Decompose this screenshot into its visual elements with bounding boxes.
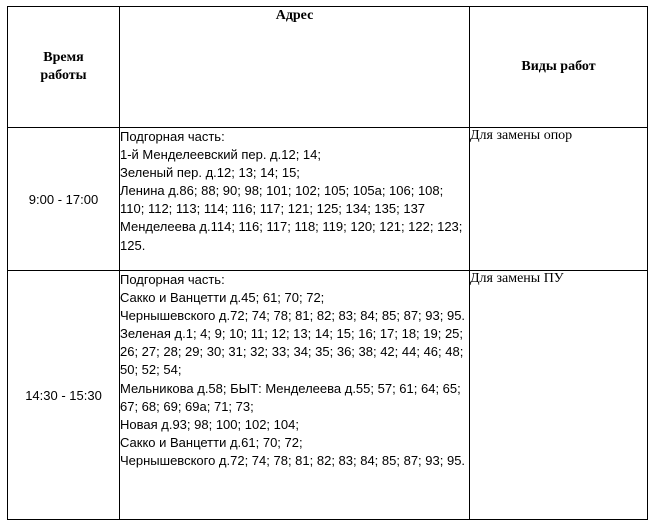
table-row — [8, 271, 648, 520]
address-line: Новая д.93; 98; 100; 102; 104; — [120, 416, 299, 432]
header-row — [8, 7, 648, 128]
works-header: Виды работ — [470, 7, 648, 128]
table-row — [8, 128, 648, 271]
time-cell: 9:00 - 17:00 — [8, 128, 120, 271]
address-line: Чернышевского д.72; 74; 78; 81; 82; 83; 84; 85; 87; 93; 95. — [120, 452, 466, 468]
address-cell — [120, 128, 470, 271]
address-line: Подгорная часть: — [120, 129, 225, 144]
address-line: Зеленый пер. д.12; 13; 14; 15; — [120, 165, 300, 181]
time-header-line2: работы — [40, 68, 87, 83]
address-line: Чернышевского д.72; 74; 78; 81; 82; 83; 84; 85; 87; 93; 95. — [120, 308, 466, 324]
address-cell — [120, 271, 470, 520]
address-line: Менделеева д.114; 116; 117; 118; 119; 120; 121; 122; 123; 125. — [120, 219, 463, 253]
time-header-line1: Время — [43, 50, 84, 65]
schedule-table — [7, 6, 648, 520]
address-line: Подгорная часть: — [120, 272, 225, 287]
time-header — [8, 7, 120, 128]
address-line: Сакко и Ванцетти д.45; 61; 70; 72; — [120, 290, 325, 306]
address-line: Ленина д.86; 88; 90; 98; 101; 102; 105; 105а; 106; 108; 110; 112; 113; 114; 116; 117; 121; 125; 134; 135; 137 — [120, 183, 444, 217]
address-line: Мельникова д.58; БЫТ: Менделеева д.55; 57; 61; 64; 65; 67; 68; 69; 69а; 71; 73; — [120, 380, 461, 414]
works-cell: Для замены опор — [470, 128, 648, 271]
address-line: 1-й Менделеевский пер. д.12; 14; — [120, 147, 322, 163]
address-header: Адрес — [120, 7, 470, 128]
address-line: Зеленая д.1; 4; 9; 10; 11; 12; 13; 14; 15; 16; 17; 18; 19; 25; 26; 27; 28; 29; 30; 31; 32; 33; 34; 35; 36; 38; 42; 44; 46; 48; 50; 52; 54; — [120, 326, 464, 378]
time-cell: 14:30 - 15:30 — [8, 271, 120, 520]
address-line: Сакко и Ванцетти д.61; 70; 72; — [120, 434, 303, 450]
works-cell: Для замены ПУ — [470, 271, 648, 520]
